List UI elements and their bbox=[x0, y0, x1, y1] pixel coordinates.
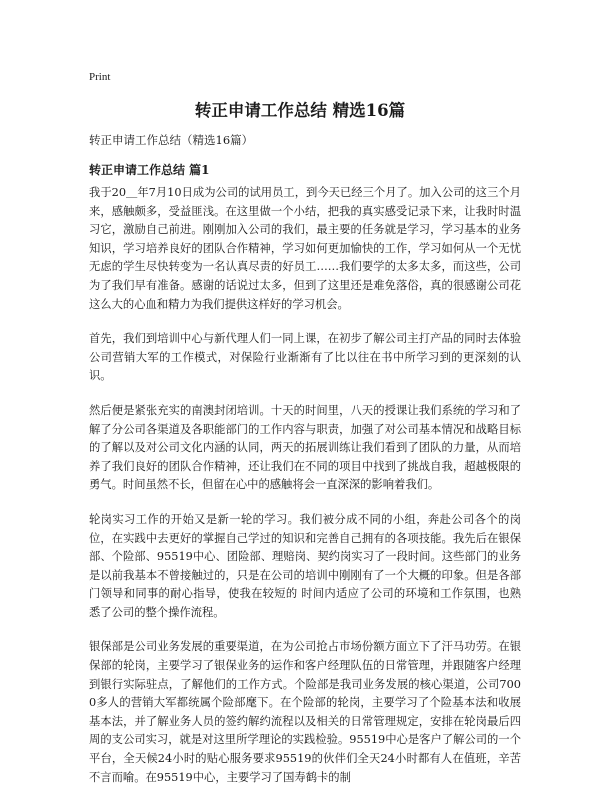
paragraph: 首先，我们到培训中心与新代理人们一同上课，在初步了解公司主打产品的同时去体验公司营销大军的工作模式，对保险行业渐渐有了比以往在书中所学习到的更深刻的认识。 bbox=[89, 332, 521, 383]
article-body bbox=[89, 184, 521, 803]
document-title: 转正申请工作总结 精选16篇 bbox=[194, 101, 406, 120]
paragraph: 轮岗实习工作的开始又是新一轮的学习。我们被分成不同的小组，奔赴公司各个的岗位，在实践中去更好的掌握自己学过的知识和完善自己拥有的各项技能。我先后在银保部、个险部、95519中心、团险部、理赔岗、契约岗实习了一段时间。这些部门的业务是以前我基本不曾接触过的，只是在公司的培训中刚刚有了一个大概的印象。但是各部门领导和同事的耐心指导，使我在较短的 时间内适应了公司的环境和工作氛围，也熟悉了公司的整个操作流程。 bbox=[89, 512, 521, 619]
paragraph: 银保部是公司业务发展的重要渠道，在为公司抢占市场份额方面立下了汗马功劳。在银保部的轮岗，主要学习了银保业务的运作和客户经理队伍的日常管理，并跟随客户经理到银行实际驻点，了解他们的工作方式。个险部是我司业务发展的核心渠道，公司7000多人的营销大军都统属个险部麾下。在个险部的轮岗，主要学习了个险基本法和收展基本法，并了解业务人员的签约解约流程以及相关的日常管理规定，安排在轮岗最后四周的支公司实习，就是对这里所学理论的实践检验。95519中心是客户了解公司的一个平台，全天候24小时的贴心服务要求95519的伙伴们全天24小时都有人在值班，辛苦不言而喻。在95519中心，主要学习了国寿鹤卡的制 bbox=[89, 640, 521, 784]
paragraph: 然后便是紧张充实的南澳封闭培训。十天的时间里，八天的授课让我们系统的学习和了解了分公司各渠道及各职能部门的工作内容与职责，加强了对公司基本情况和战略目标的了解以及对公司文化内涵的认同，两天的拓展训练让我们看到了团队的力量，从而培养了我们良好的团队合作精神，还让我们在不同的项目中找到了挑战自我，超越极限的勇气。时间虽然不长，但留在心中的感触将会一直深深的影响着我们。 bbox=[89, 403, 521, 492]
section-heading: 转正申请工作总结 篇1 bbox=[89, 163, 210, 177]
paragraph: 我于20＿年7月10日成为公司的试用员工，到今天已经三个月了。加入公司的这三个月来，感触颇多，受益匪浅。在这里做一个小结，把我的真实感受记录下来，让我时时温习它，激励自己前进。刚刚加入公司的我们，最主要的任务就是学习，学习基本的业务知识，学习培养良好的团队合作精神，学习如何更加愉快的工作，学习如何从一个无忧无虑的学生尽快转变为一名认真尽责的好员工……我们要学的太多太多，而这些，公司为了我们早有准备。感谢的话说过太多，但到了这里还是难免落俗，真的很感谢公司花这么大的心血和精力为我们提供这样好的学习机会。 bbox=[89, 186, 521, 311]
document-subtitle: 转正申请工作总结（精选16篇） bbox=[89, 133, 254, 147]
print-link[interactable]: Print bbox=[89, 71, 111, 83]
